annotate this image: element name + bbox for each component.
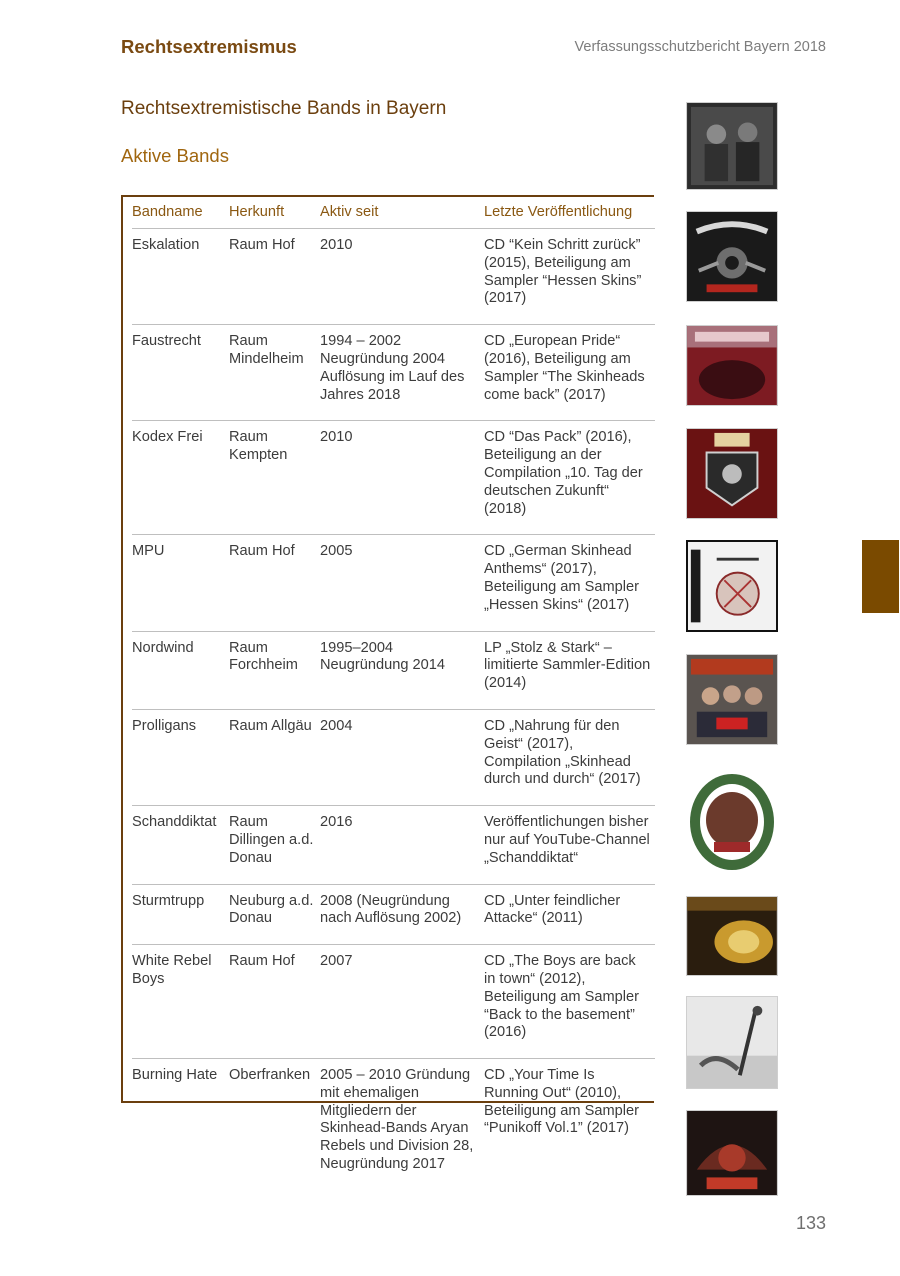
table-row xyxy=(132,421,655,535)
cell-bandname: Sturmtrupp xyxy=(132,884,229,945)
cell-herkunft: Raum Hof xyxy=(229,229,320,325)
cell-bandname: Faustrecht xyxy=(132,325,229,421)
cell-veroeffentlichung: CD „German Skinhead Anthems“ (2017), Beteiligung am Sampler „Hessen Skins“ (2017) xyxy=(484,535,655,631)
page-number: 133 xyxy=(795,1213,826,1233)
cell-herkunft: Oberfranken xyxy=(229,1067,311,1084)
cell-aktiv-seit: 2010 xyxy=(320,421,484,535)
table-header-row xyxy=(132,197,655,229)
cell-herkunft: Raum Hof xyxy=(229,945,320,1059)
album-cover-image xyxy=(686,654,778,745)
cell-herkunft: Raum Forchheim xyxy=(229,631,320,709)
cell-aktiv-seit: 2005 xyxy=(320,535,484,631)
cell-veroeffentlichung: CD “Das Pack” (2016), Beteiligung an der Compilation „10. Tag der deutschen Zukunft“ (2018) xyxy=(484,421,655,535)
table-row xyxy=(132,1059,655,1190)
cell-bandname: MPU xyxy=(132,535,229,631)
chapter-tab-marker xyxy=(862,540,899,613)
cell-bandname: Kodex Frei xyxy=(132,421,229,535)
cell-aktiv-seit: 2004 xyxy=(320,709,484,805)
column-header: Herkunft xyxy=(229,197,320,229)
column-header: Letzte Veröffentlichung xyxy=(484,197,655,229)
album-cover-image xyxy=(686,325,778,406)
section-title: Rechtsextremismus xyxy=(121,36,297,57)
cell-veroeffentlichung: CD „Nahrung für den Geist“ (2017), Compilation „Skinhead durch und durch“ (2017) xyxy=(484,709,655,805)
cell-aktiv-seit: 2008 (Neugründung nach Auflösung 2002) xyxy=(320,884,484,945)
table-row xyxy=(132,945,655,1059)
cell-aktiv-seit: 1994 – 2002 Neugründung 2004 Auflösung im Lauf des Jahres 2018 xyxy=(320,325,484,421)
cell-veroeffentlichung: CD „Your Time Is Running Out“ (2010), Beteiligung am Sampler “Punikoff Vol.1” (2017) xyxy=(484,1067,639,1137)
album-cover-image xyxy=(686,102,778,190)
cell-aktiv-seit: 2007 xyxy=(320,945,484,1059)
cell-bandname: Burning Hate xyxy=(132,1067,218,1084)
cell-veroeffentlichung: CD “Kein Schritt zurück” (2015), Beteiligung am Sampler “Hessen Skins” (2017) xyxy=(484,229,655,325)
album-cover-image xyxy=(686,540,778,632)
cell-veroeffentlichung: LP „Stolz & Stark“ – limitierte Sammler-Edition (2014) xyxy=(484,631,655,709)
cell-herkunft: Raum Mindelheim xyxy=(229,325,320,421)
table-row xyxy=(132,325,655,421)
cell-bandname: Nordwind xyxy=(132,631,229,709)
cell-herkunft: Neuburg a.d. Donau xyxy=(229,884,320,945)
column-header: Bandname xyxy=(132,197,229,229)
cell-veroeffentlichung: CD „European Pride“ (2016), Beteiligung am Sampler “The Skinheads come back” (2017) xyxy=(484,325,655,421)
page-subheading: Aktive Bands xyxy=(121,145,229,166)
album-cover-image xyxy=(686,211,778,302)
album-cover-image xyxy=(686,768,778,875)
page-heading: Rechtsextremistische Bands in Bayern xyxy=(121,98,447,119)
bands-table-frame xyxy=(121,195,654,1173)
table-row xyxy=(132,884,655,945)
table-row xyxy=(132,229,655,325)
cell-aktiv-seit: 2005 – 2010 Gründung mit ehemaligen Mitgliedern der Skinhead-Bands Aryan Rebels und Division 28, Neugründung 2017 xyxy=(320,1067,474,1173)
cell-aktiv-seit: 2010 xyxy=(320,229,484,325)
cell-herkunft: Raum Kempten xyxy=(229,421,320,535)
cell-bandname: White Rebel Boys xyxy=(132,945,229,1059)
cell-aktiv-seit: 1995–2004 Neugründung 2014 xyxy=(320,631,484,709)
cell-herkunft: Raum Allgäu xyxy=(229,709,320,805)
cell-veroeffentlichung: Veröffentlichungen bisher nur auf YouTube-Channel „Schanddiktat“ xyxy=(484,806,655,884)
table-row xyxy=(132,631,655,709)
album-cover-image xyxy=(686,996,778,1089)
table-row xyxy=(132,535,655,631)
cell-veroeffentlichung: CD „The Boys are back in town“ (2012), Beteiligung am Sampler “Back to the basement” (2016) xyxy=(484,945,655,1059)
table-row xyxy=(132,806,655,884)
cell-bandname: Schanddiktat xyxy=(132,806,229,884)
cell-bandname: Prolligans xyxy=(132,709,229,805)
cell-aktiv-seit: 2016 xyxy=(320,806,484,884)
column-header: Aktiv seit xyxy=(320,197,484,229)
cell-bandname: Eskalation xyxy=(132,229,229,325)
publication-title: Verfassungsschutzbericht Bayern 2018 xyxy=(574,39,826,55)
table-row xyxy=(132,709,655,805)
album-cover-image xyxy=(686,428,778,519)
cell-herkunft: Raum Dillingen a.d. Donau xyxy=(229,806,320,884)
bands-table xyxy=(132,197,655,1190)
cell-herkunft: Raum Hof xyxy=(229,535,320,631)
cell-veroeffentlichung: CD „Unter feindlicher Attacke“ (2011) xyxy=(484,884,655,945)
album-cover-image xyxy=(686,896,778,976)
album-cover-image xyxy=(686,1110,778,1196)
